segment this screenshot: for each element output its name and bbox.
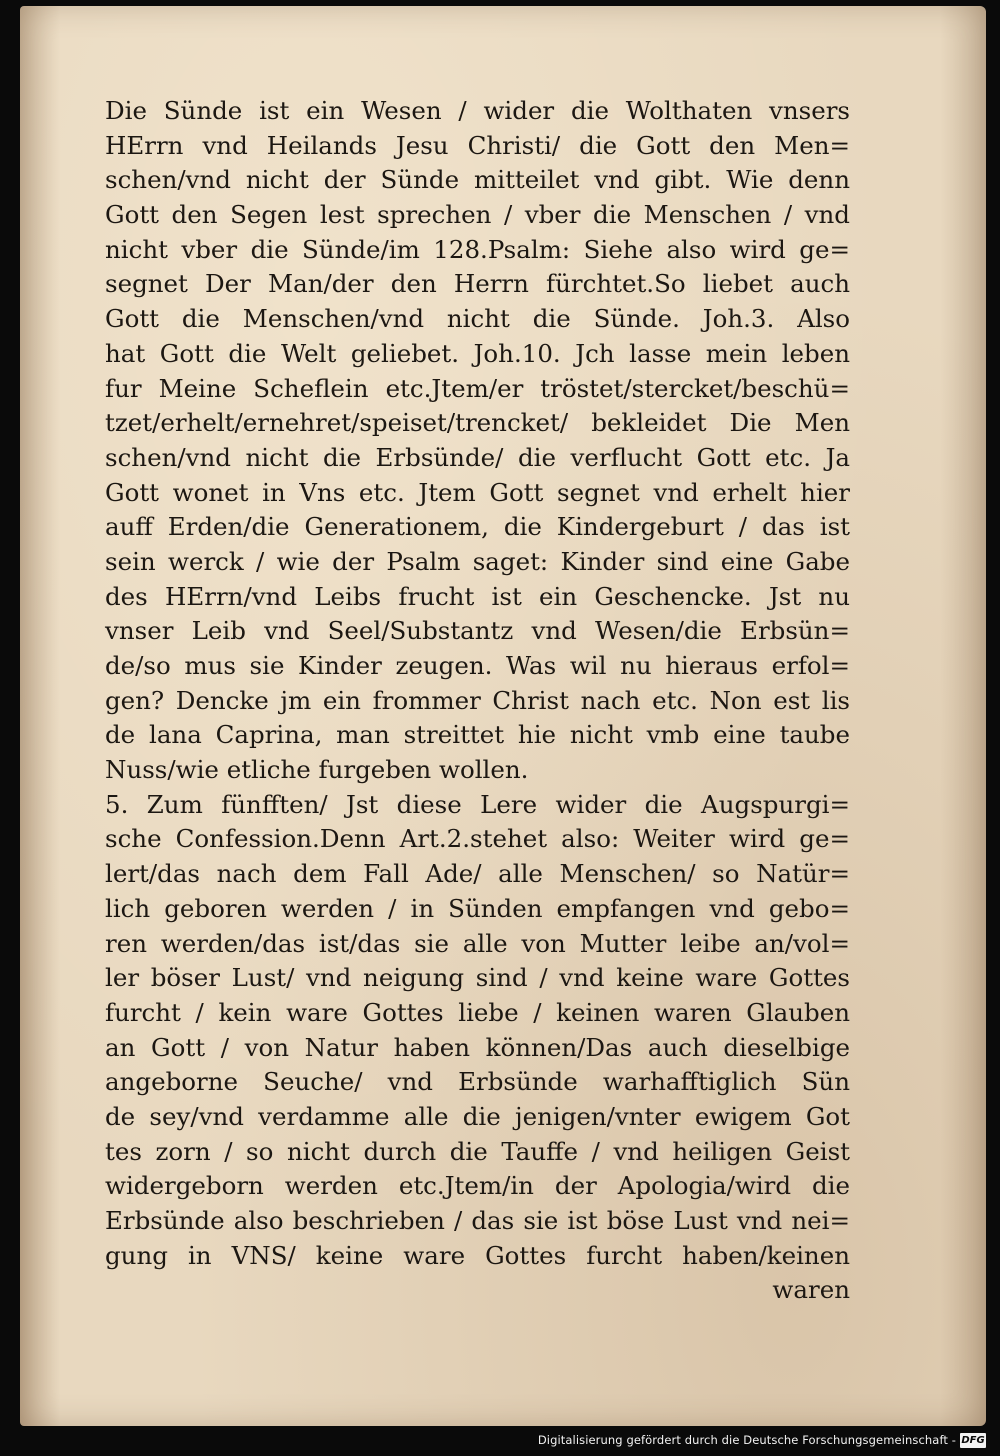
- text-line-6: segnet Der Man/der den Herrn fürchtet.So liebet auch: [105, 269, 850, 299]
- text-line-18: gen? Dencke jm ein frommer Christ nach etc. Non est lis: [105, 685, 850, 715]
- text-line-21: 5. Zum fünfften/ Jst diese Lere wider die Augspurgi=: [105, 789, 850, 819]
- catchword: waren: [772, 1275, 850, 1305]
- dfg-logo-icon: DFG: [961, 1435, 985, 1446]
- text-line-26: ler böser Lust/ vnd neigung sind / vnd keine ware Gottes: [105, 963, 850, 993]
- text-line-17: de/so mus sie Kinder zeugen. Was wil nu hieraus erfol=: [105, 651, 850, 680]
- text-line-19: de lana Caprina, man streittet hie nicht vmb eine taube: [105, 720, 850, 750]
- text-line-32: widergeborn werden etc.Jtem/in der Apologia/wird die: [105, 1171, 850, 1201]
- text-line-31: tes zorn / so nicht durch die Tauffe / vnd heiligen Geist: [105, 1136, 850, 1166]
- text-line-33: Erbsünde also beschrieben / das sie ist böse Lust vnd nei=: [105, 1206, 850, 1235]
- text-line-27: furcht / kein ware Gottes liebe / keinen waren Glauben: [105, 997, 850, 1027]
- text-line-9: fur Meine Scheflein etc.Jtem/er tröstet/stercket/beschü=: [105, 373, 850, 403]
- text-line-29: angeborne Seuche/ vnd Erbsünde warhafftiglich Sün: [105, 1067, 850, 1097]
- text-line-7: Gott die Menschen/vnd nicht die Sünde. Joh.3. Also: [105, 304, 850, 334]
- funding-notice: Digitalisierung gefördert durch die Deutsche Forschungsgemeinschaft -: [537, 1433, 956, 1447]
- book-page: [20, 6, 986, 1426]
- text-line-5: nicht vber die Sünde/im 128.Psalm: Siehe also wird ge=: [105, 234, 850, 264]
- text-line-2: HErrn vnd Heilands Jesu Christi/ die Gott den Men=: [105, 130, 850, 160]
- text-line-8: hat Gott die Welt geliebet. Joh.10. Jch lasse mein leben: [105, 338, 850, 368]
- text-line-10: tzet/erhelt/ernehret/speiset/trencket/ bekleidet Die Men: [105, 408, 850, 438]
- text-line-14: sein werck / wie der Psalm saget: Kinder sind eine Gabe: [105, 546, 850, 576]
- text-line-11: schen/vnd nicht die Erbsünde/ die verflucht Gott etc. Ja: [105, 442, 850, 472]
- text-line-25: ren werden/das ist/das sie alle von Mutter leibe an/vol=: [105, 928, 850, 958]
- text-line-22: sche Confession.Denn Art.2.stehet also: Weiter wird ge=: [105, 824, 850, 854]
- text-line-24: lich geboren werden / in Sünden empfangen vnd gebo=: [105, 893, 850, 923]
- text-line-20: Nuss/wie etliche furgeben wollen.: [105, 755, 529, 785]
- page-text-block: [105, 94, 850, 1308]
- text-line-12: Gott wonet in Vns etc. Jtem Gott segnet vnd erhelt hier: [105, 477, 850, 507]
- text-line-3: schen/vnd nicht der Sünde mitteilet vnd gibt. Wie denn: [105, 165, 850, 195]
- text-line-16: vnser Leib vnd Seel/Substantz vnd Wesen/die Erbsün=: [105, 616, 850, 646]
- text-line-1: Die Sünde ist ein Wesen / wider die Wolthaten vnsers: [105, 96, 850, 125]
- text-line-34: gung in VNS/ keine ware Gottes furcht haben/keinen: [105, 1240, 850, 1270]
- text-line-4: Gott den Segen lest sprechen / vber die Menschen / vnd: [105, 200, 850, 230]
- text-line-23: lert/das nach dem Fall Ade/ alle Menschen/ so Natür=: [105, 859, 850, 889]
- text-line-28: an Gott / von Natur haben können/Das auch dieselbige: [105, 1032, 850, 1062]
- text-line-30: de sey/vnd verdamme alle die jenigen/vnter ewigem Got: [105, 1101, 850, 1131]
- text-line-13: auff Erden/die Generationem, die Kindergeburt / das ist: [105, 512, 850, 542]
- text-line-15: des HErrn/vnd Leibs frucht ist ein Geschencke. Jst nu: [105, 581, 850, 611]
